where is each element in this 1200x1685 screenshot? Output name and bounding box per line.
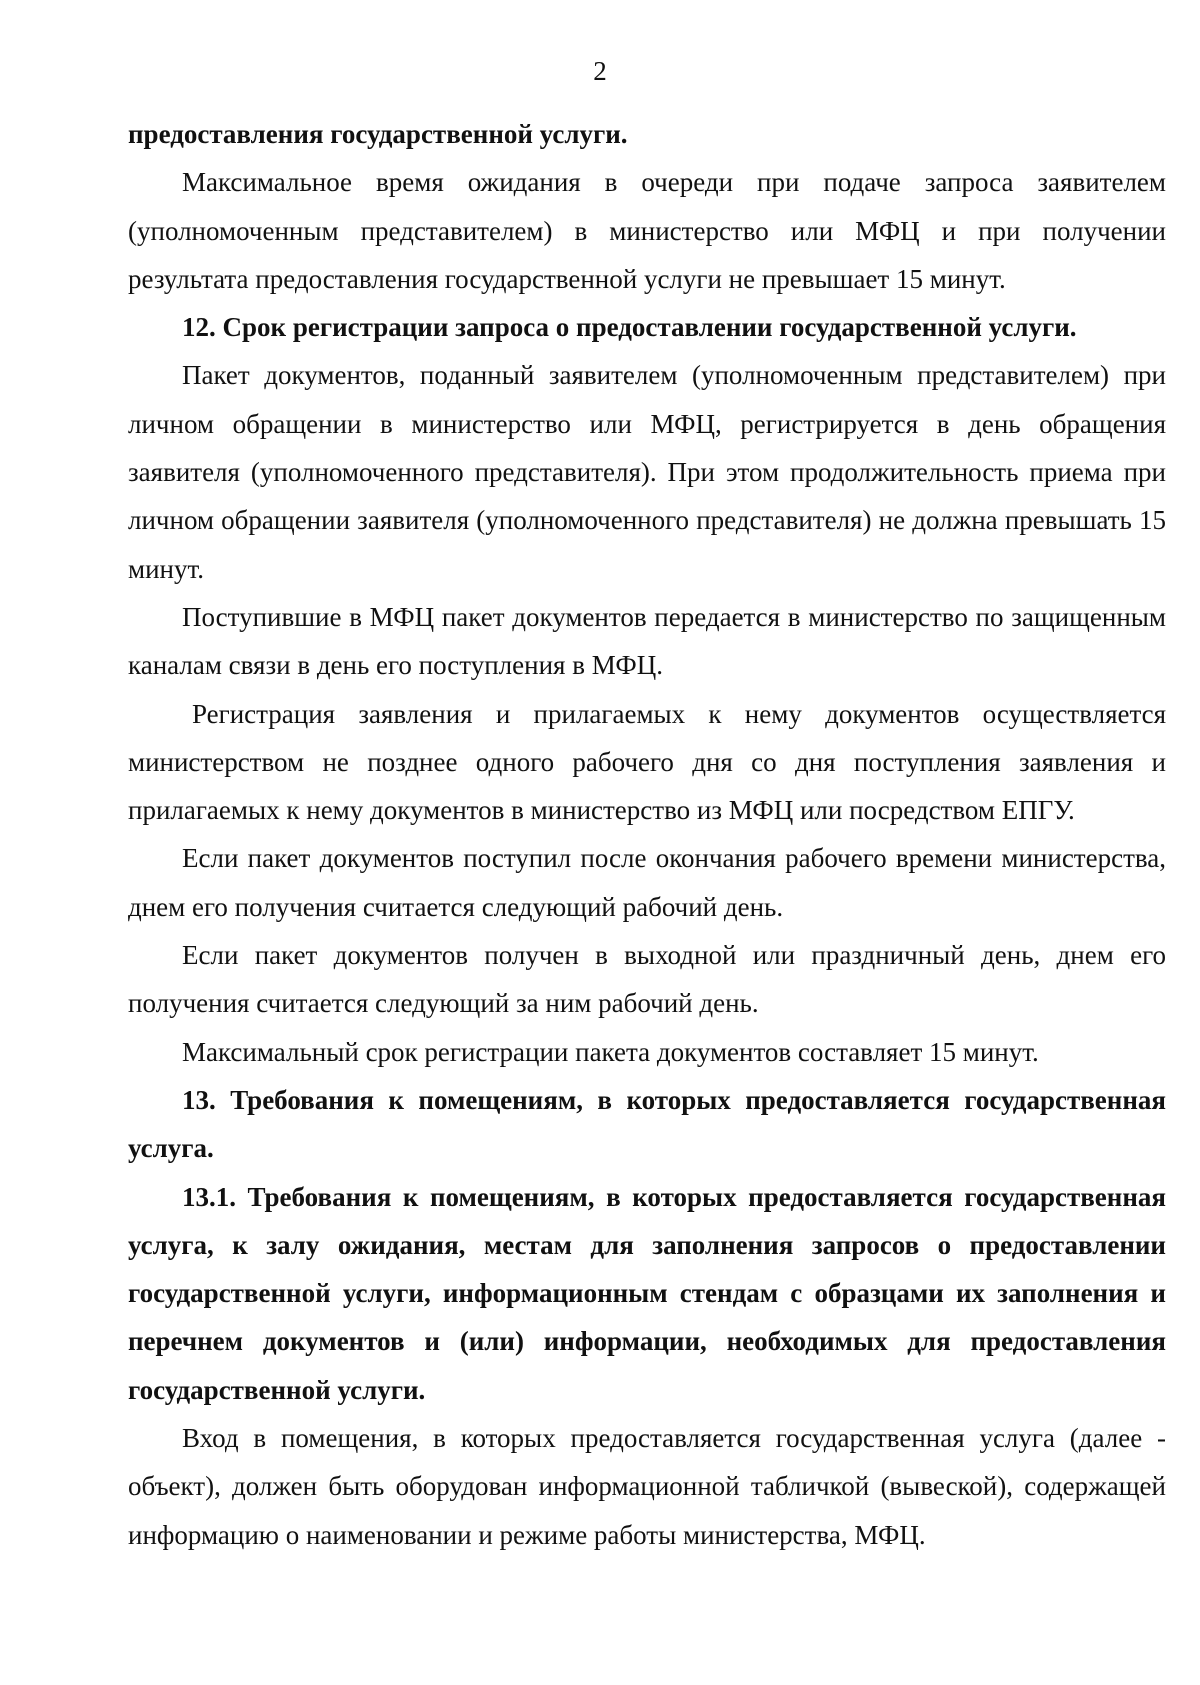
paragraph-entrance-sign: Вход в помещения, в которых предоставляется государственная услуга (далее - объект), должен быть оборудован информационной табличкой (вывеской), содержащей информацию о наименовании и режиме работы министерства, МФЦ. bbox=[128, 1423, 1166, 1550]
paragraph-after-hours: Если пакет документов поступил после окончания рабочего времени министерства, днем его получения считается следующий рабочий день. bbox=[128, 843, 1166, 922]
section-heading-13-1: 13.1. Требования к помещениям, в которых предоставляется государственная услуга, к залу ожидания, местам для заполнения запросов о предоставлении государственной услуги, информационным стендам с образцами их заполнения и перечнем документов и (или) информации, необходимых для предоставления государственной услуги. bbox=[128, 1181, 1166, 1405]
section-heading-13: 13. Требования к помещениям, в которых предоставляется государственная услуга. bbox=[128, 1084, 1166, 1164]
paragraph-registration-deadline: Регистрация заявления и прилагаемых к нему документов осуществляется министерством не позднее одного рабочего дня со дня поступления заявления и прилагаемых к нему документов в министерство из МФЦ или посредством ЕПГУ. bbox=[128, 698, 1166, 826]
paragraph-max-registration-time: Максимальный срок регистрации пакета документов составляет 15 минут. bbox=[182, 1036, 1039, 1067]
paragraph-registration-day: Пакет документов, поданный заявителем (уполномоченным представителем) при личном обращении в министерство или МФЦ, регистрируется в день обращения заявителя (уполномоченного представителя). При этом продолжительность приема при личном обращении заявителя (уполномоченного представителя) не должна превышать 15 минут. bbox=[128, 360, 1166, 584]
paragraph-max-wait-time: Максимальное время ожидания в очереди при подаче запроса заявителем (уполномоченным представителем) в министерство или МФЦ и при получении результата предоставления государственной услуги не превышает 15 минут. bbox=[128, 167, 1166, 294]
page-number: 2 bbox=[593, 56, 607, 86]
document-body bbox=[128, 110, 1166, 1559]
section-heading-12: 12. Срок регистрации запроса о предоставлении государственной услуги. bbox=[182, 312, 1077, 343]
paragraph-mfc-transfer: Поступившие в МФЦ пакет документов передается в министерство по защищенным каналам связи в день его поступления в МФЦ. bbox=[128, 601, 1166, 681]
heading-continuation: предоставления государственной услуги. bbox=[128, 119, 628, 149]
paragraph-holiday: Если пакет документов получен в выходной или праздничный день, днем его получения считается следующий за ним рабочий день. bbox=[128, 940, 1166, 1019]
